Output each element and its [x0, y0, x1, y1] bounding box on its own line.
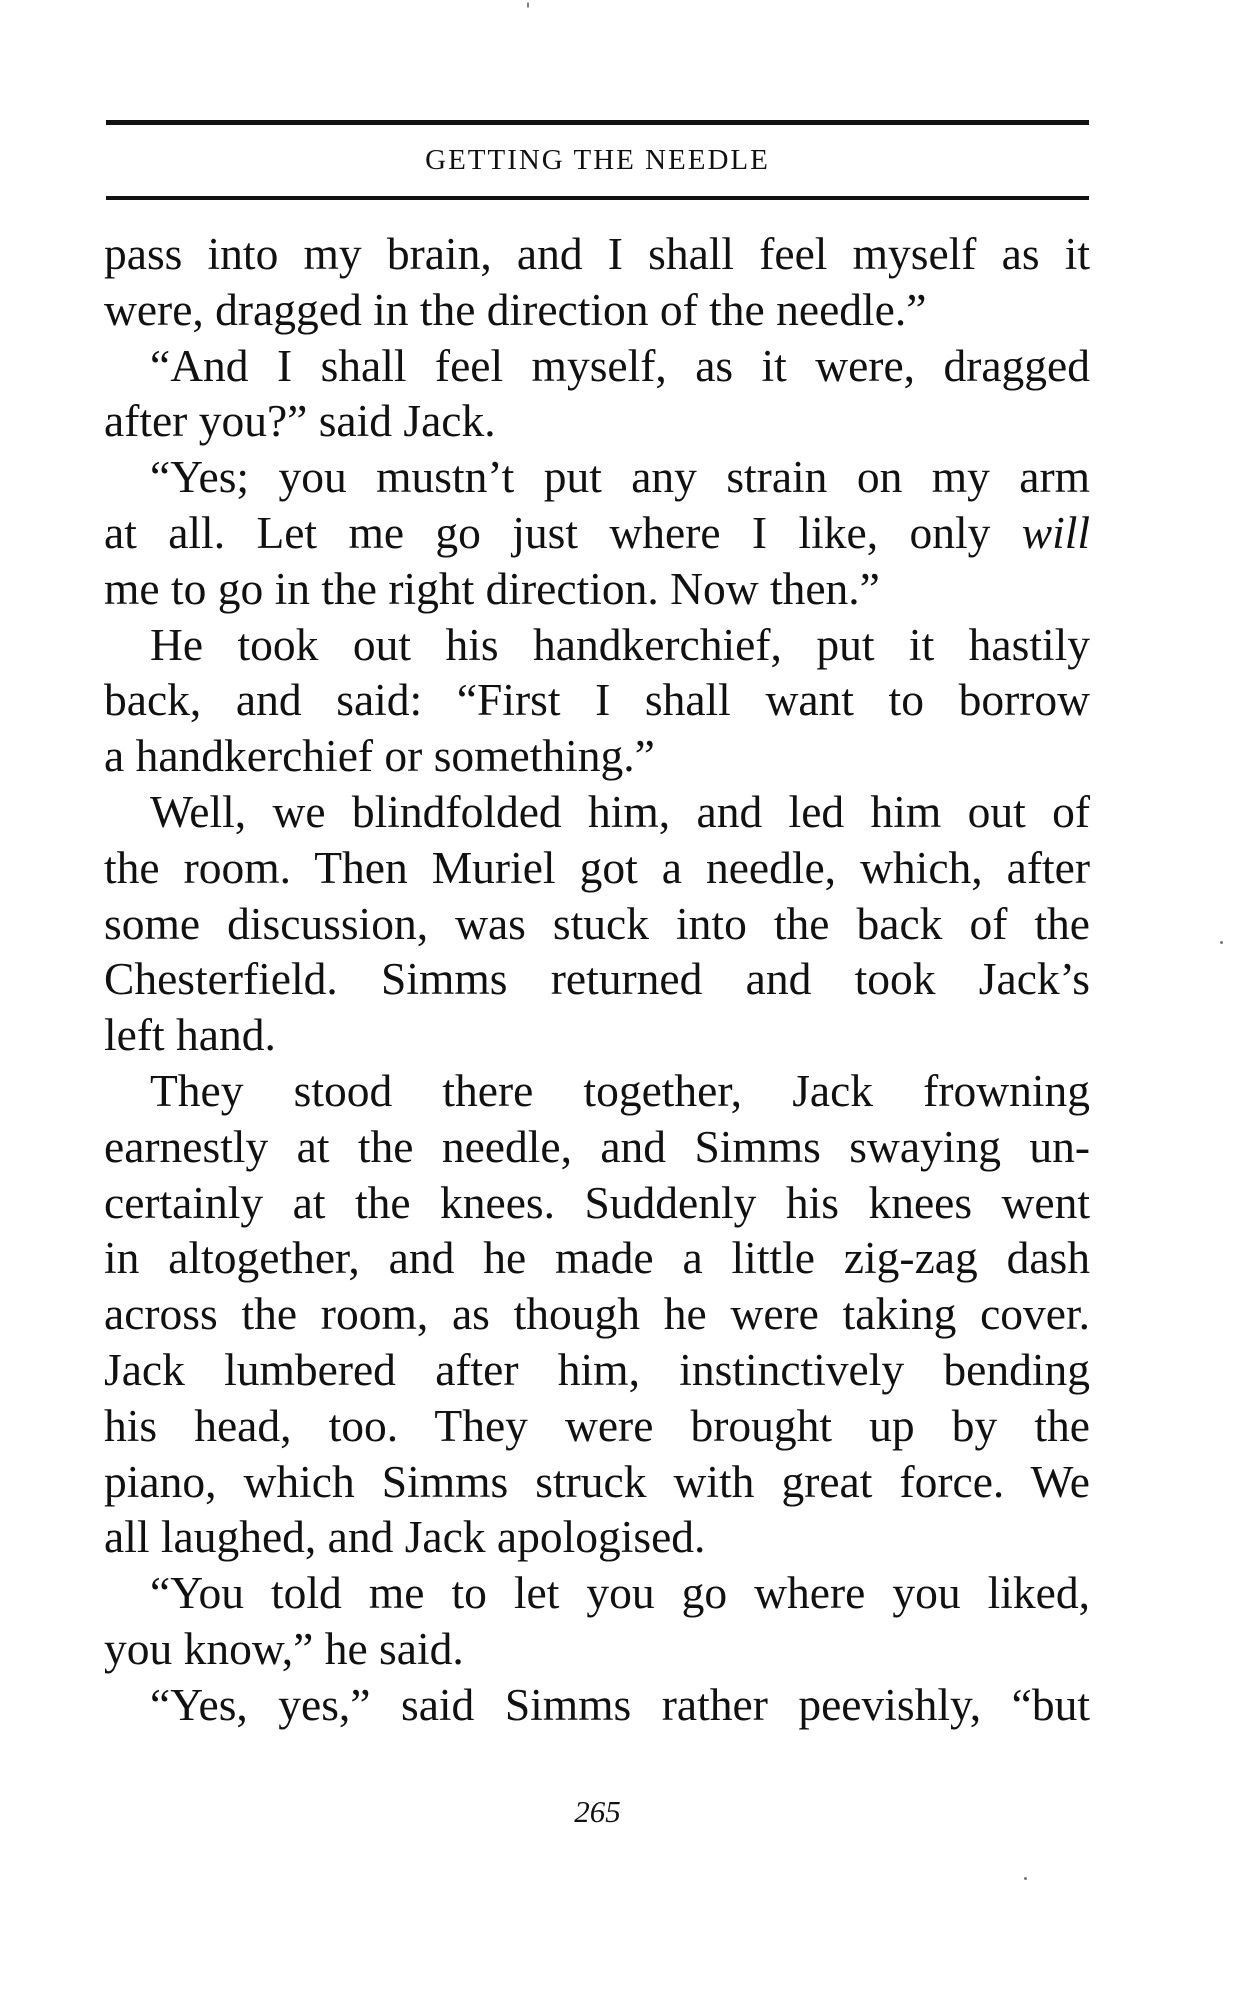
text-line: me to go in the right direction. Now then.” [104, 562, 880, 614]
text-line: back, and said: “First I shall want to borrow [104, 674, 1090, 726]
text-line: “Yes, yes,” said Simms rather peevishly, “but [150, 1678, 1090, 1730]
text-line: “And I shall feel myself, as it were, dragged [150, 339, 1090, 391]
text-line: He took out his handkerchief, put it hastily [150, 618, 1090, 670]
text-segment: at all. Let me go just where I like, only [104, 506, 991, 558]
italic-word: will [1021, 506, 1091, 558]
text-line: after you?” said Jack. [104, 395, 496, 447]
text-line: certainly at the knees. Suddenly his knees went [104, 1176, 1090, 1228]
text-line: were, dragged in the direction of the needle.” [104, 283, 927, 335]
text-line: Jack lumbered after him, instinctively bending [104, 1343, 1090, 1395]
text-line: pass into my brain, and I shall feel myself as it [104, 228, 1090, 279]
text-line [104, 505, 1090, 561]
text-line: Well, we blindfolded him, and led him out of [150, 785, 1090, 837]
text-line: left hand. [104, 1009, 276, 1061]
text-line: the room. Then Muriel got a needle, which, after [104, 841, 1090, 893]
running-head: GETTING THE NEEDLE [425, 144, 770, 176]
text-line: in altogether, and he made a little zig-zag dash [104, 1232, 1090, 1284]
body-text [104, 226, 1090, 1733]
print-speck [1024, 1877, 1027, 1880]
text-line: his head, too. They were brought up by the [104, 1399, 1090, 1451]
page-number: 265 [574, 1794, 621, 1829]
text-line: “Yes; you mustn’t put any strain on my arm [150, 451, 1090, 503]
text-line: across the room, as though he were taking cover. [104, 1288, 1090, 1340]
print-speck [1220, 941, 1223, 944]
header-rule-bottom [106, 196, 1089, 200]
text-line: some discussion, was stuck into the back of the [104, 897, 1090, 949]
text-line: a handkerchief or something.” [104, 730, 655, 782]
text-line: earnestly at the needle, and Simms swaying un- [104, 1120, 1090, 1172]
text-line: Chesterfield. Simms returned and took Jack’s [104, 953, 1090, 1005]
header-rule-top [106, 120, 1089, 125]
text-line: all laughed, and Jack apologised. [104, 1511, 706, 1563]
text-line: piano, which Simms struck with great force. We [104, 1455, 1090, 1507]
print-speck [527, 2, 529, 8]
text-line: They stood there together, Jack frowning [150, 1064, 1090, 1116]
text-line: you know,” he said. [104, 1622, 464, 1674]
text-line: “You told me to let you go where you liked, [150, 1567, 1090, 1619]
